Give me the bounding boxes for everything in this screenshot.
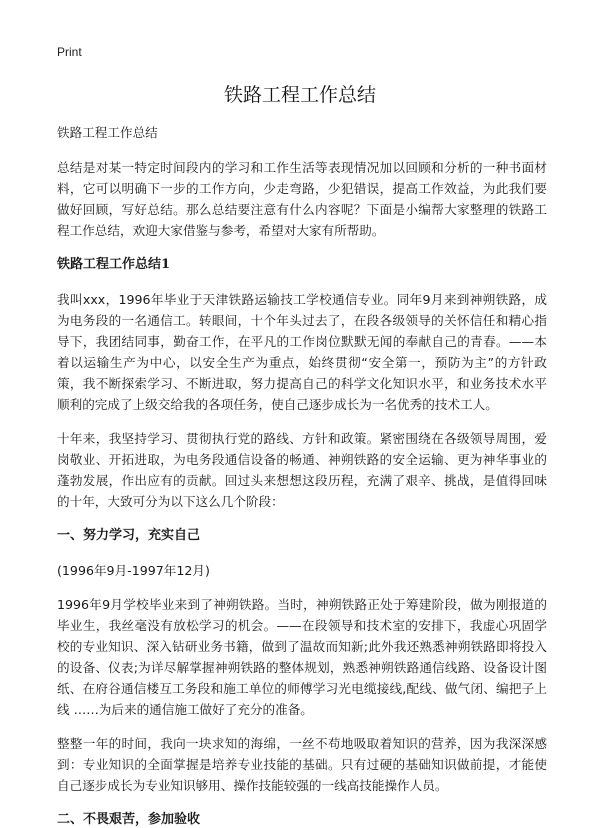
date-range: (1996年9月-1997年12月) (57, 563, 210, 578)
paragraph-4: 整整一年的时间，我向一块求知的海绵，一丝不苟地吸取着知识的营养，因为我深深感到：专业知识的全面掌握是培养专业技能的基础。只有过硬的基础知识做前提，才能使自己逐步成长为专业知识够用、操作技能较强的一线高技能操作人员。 (57, 736, 547, 793)
print-link[interactable]: Print (57, 45, 82, 59)
paragraph-3: 1996年9月学校毕业来到了神朔铁路。当时，神朔铁路正处于筹建阶段，做为刚报道的毕业生，我丝毫没有放松学习的机会。——在段领导和技术室的安排下，我虚心巩固学校的专业知识、深入钻研业务书籍，做到了温故而知新;此外我还熟悉神朔铁路即将投入的设备、仪表;为详尽解掌握神朔铁路的整体规划，熟悉神朔铁路通信线路、设备设计图纸、在府谷通信楼互工务段和施工单位的师傅学习光电缆接线,配线、做气闭、编把子上线 ……为后来的通信施工做好了充分的准备。 (57, 597, 547, 717)
intro-paragraph: 总结是对某一特定时间段内的学习和工作生活等表现情况加以回顾和分析的一种书面材料，它可以明确下一步的工作方向，少走弯路，少犯错误，提高工作效益，为此我们要做好回顾，写好总结。那么总结要注意有什么内容呢？下面是小编帮大家整理的铁路工程工作总结，欢迎大家借鉴与参考，希望对大家有所帮助。 (57, 160, 547, 238)
paragraph-1: 我叫xxx，1996年毕业于天津铁路运输技工学校通信专业。同年9月来到神朔铁路，成为电务段的一名通信工。转眼间，十个年头过去了，在段各级领导的关怀信任和精心指导下，我团结同事，勤奋工作，在平凡的工作岗位默默无闻的奉献自己的青春。——本着以运输生产为中心，以安全生产为重点，始终贯彻“安全第一，预防为主”的方针政策，我不断探索学习、不断进取，努力提高自己的科学文化知识水平，和业务技术水平顺利的完成了上级交给我的各项任务，使自己逐步成长为一名优秀的技术工人。 (57, 292, 547, 412)
section-heading-1: 铁路工程工作总结1 (57, 257, 171, 272)
page-title: 铁路工程工作总结 (223, 84, 376, 106)
heading-two: 二、不畏艰苦，参加验收 (57, 812, 201, 827)
paragraph-2: 十年来，我坚持学习、贯彻执行党的路线、方针和政策。紧密围绕在各级领导周围，爱岗敬业、开拓进取，为电务段通信设备的畅通、神朔铁路的安全运输、更为神华事业的蓬勃发展，作出应有的贡献。回过头来想想这段历程，充满了艰辛、挑战，是值得回味的十年，大致可分为以下这么几个阶段： (57, 431, 547, 509)
article-body (57, 122, 547, 828)
heading-one: 一、努力学习，充实自己 (57, 528, 201, 543)
document-subtitle: 铁路工程工作总结 (57, 125, 158, 140)
